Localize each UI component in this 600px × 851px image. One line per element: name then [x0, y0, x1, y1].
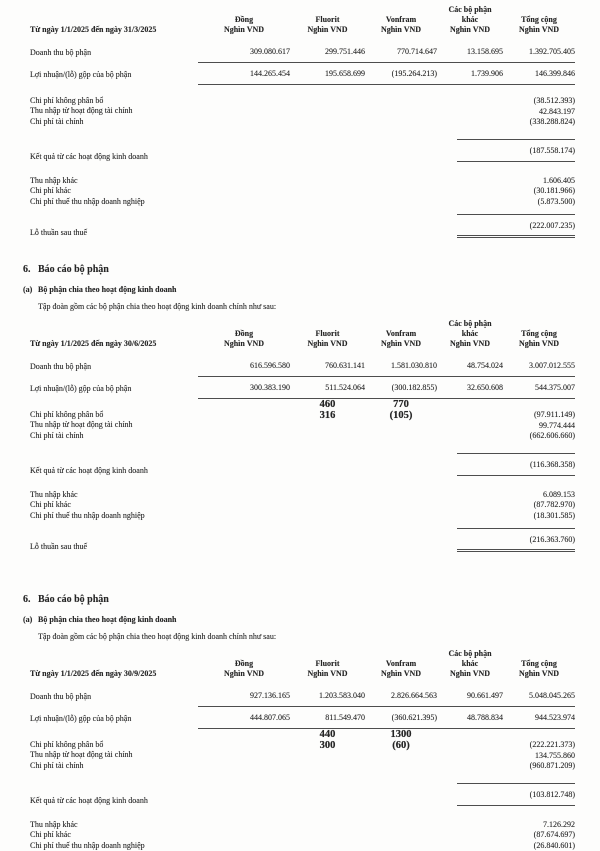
row-label: Chi phí khác [30, 500, 198, 511]
value-cell: (222.007.235) [457, 214, 575, 238]
col-header-dong: Đồng Nghìn VND [198, 5, 290, 40]
value-cell: 300.383.190 [198, 377, 290, 399]
value-cell: (300.182.855) [365, 377, 437, 399]
annotation-vonfram: 1300 (60) [365, 729, 437, 776]
subsection-title: Bộ phận chia theo hoạt động kinh doanh [38, 615, 177, 625]
table-header-row [30, 319, 575, 354]
value-cell: 134.755.860 [503, 751, 575, 762]
col-header-vonfram: Vonfram Nghìn VND [365, 5, 437, 40]
row-label: Doanh thu bộ phận [30, 40, 198, 63]
row-label: Chi phí khác [30, 830, 198, 841]
row-label: Chi phí tài chính [30, 117, 198, 128]
row-label: Thu nhập khác [30, 820, 198, 831]
row-label: Chi phí không phân bổ [30, 96, 198, 107]
value-cell: 32.650.608 [437, 377, 503, 399]
row-label: Thu nhập khác [30, 490, 198, 501]
row-label: Lợi nhuận/(lỗ) gộp của bộ phận [30, 707, 198, 729]
value-cell: (360.621.395) [365, 707, 437, 729]
col-header-vonfram: Vonfram Nghìn VND [365, 319, 437, 354]
row-label: Chi phí thuế thu nhập doanh nghiệp [30, 841, 198, 851]
value-cell: 511.524.064 [290, 377, 365, 399]
value-cell: (662.606.660) [503, 431, 575, 442]
row-unallocated-block [30, 85, 575, 132]
value-cell: 1.606.405 [198, 176, 575, 187]
row-label: Thu nhập khác [30, 176, 198, 187]
annotation-vonfram: 770 (105) [365, 399, 437, 446]
row-gross-profit [30, 63, 575, 85]
value-cell: (338.288.824) [503, 117, 575, 128]
value-cell: 444.807.065 [198, 707, 290, 729]
segment-table-9m [30, 649, 575, 851]
value-cell: (195.264.213) [365, 63, 437, 85]
subsection-number: (a) [23, 615, 38, 625]
value-cell: (26.840.601) [198, 841, 575, 851]
value-cell: (5.873.500) [198, 197, 575, 208]
row-label: Thu nhập từ hoạt động tài chính [30, 106, 198, 117]
row-label: Chi phí thuế thu nhập doanh nghiệp [30, 197, 198, 208]
value-cell: 770.714.647 [365, 40, 437, 63]
value-cell: 1.581.030.810 [365, 354, 437, 377]
row-other-block [30, 162, 575, 208]
row-label: Chi phí thuế thu nhập doanh nghiệp [30, 511, 198, 522]
row-revenue [30, 684, 575, 707]
annotation-fluorit: 440 300 [290, 729, 365, 776]
row-operating-result [30, 132, 575, 162]
value-cell: 13.158.695 [437, 40, 503, 63]
row-label: Lỗ thuần sau thuế [30, 207, 198, 238]
col-header-tong: Tổng cộng Nghìn VND [503, 319, 575, 354]
table-header-row [30, 649, 575, 684]
subsection-number: (a) [23, 285, 38, 295]
value-cell: 616.596.580 [198, 354, 290, 377]
value-cell: 1.739.906 [437, 63, 503, 85]
section-title: Báo cáo bộ phận [38, 264, 109, 276]
value-cell: (30.181.966) [198, 186, 575, 197]
value-cell: 760.631.141 [290, 354, 365, 377]
col-header-fluorit: Fluorit Nghìn VND [290, 5, 365, 40]
value-cell: (222.221.373) [503, 740, 575, 751]
row-label: Doanh thu bộ phận [30, 684, 198, 707]
intro-text: Tập đoàn gồm các bộ phận chia theo hoạt động kinh doanh chính như sau: [38, 632, 276, 642]
period-label: Từ ngày 1/1/2025 đến ngày 31/3/2025 [30, 5, 198, 40]
value-cell: 195.658.699 [290, 63, 365, 85]
table-header-row [30, 5, 575, 40]
value-cell: 309.080.617 [198, 40, 290, 63]
row-label: Doanh thu bộ phận [30, 354, 198, 377]
row-operating-result [30, 446, 575, 476]
period-label: Từ ngày 1/1/2025 đến ngày 30/6/2025 [30, 319, 198, 354]
row-gross-profit [30, 377, 575, 399]
row-label: Lợi nhuận/(lỗ) gộp của bộ phận [30, 63, 198, 85]
col-header-dong: Đồng Nghìn VND [198, 319, 290, 354]
col-header-vonfram: Vonfram Nghìn VND [365, 649, 437, 684]
segment-table-q1 [30, 5, 575, 238]
col-header-tong: Tổng cộng Nghìn VND [503, 649, 575, 684]
section-number: 6. [23, 594, 38, 606]
value-cell: 146.399.846 [503, 63, 575, 85]
row-operating-result [30, 776, 575, 806]
value-cell: (187.558.174) [457, 139, 575, 162]
row-label: Chi phí tài chính [30, 431, 198, 442]
row-other-block [30, 806, 575, 851]
row-label: Chi phí khác [30, 186, 198, 197]
subsection-title: Bộ phận chia theo hoạt động kinh doanh [38, 285, 177, 295]
value-cell: 944.523.974 [503, 707, 575, 729]
col-header-tong: Tổng cộng Nghìn VND [503, 5, 575, 40]
row-unallocated-block [30, 729, 575, 776]
value-cell: 1.203.583.040 [290, 684, 365, 707]
section-heading-9m [23, 594, 600, 642]
value-cell: 2.826.664.563 [365, 684, 437, 707]
row-label: Chi phí không phân bổ [30, 740, 198, 751]
row-label: Chi phí không phân bổ [30, 410, 198, 421]
value-cell: 42.843.197 [503, 107, 575, 118]
value-cell: (97.911.149) [503, 410, 575, 421]
row-unallocated-block [30, 399, 575, 446]
value-cell: (87.674.697) [198, 830, 575, 841]
annotation-fluorit: 460 316 [290, 399, 365, 446]
row-net-loss [30, 207, 575, 238]
value-cell: 48.788.834 [437, 707, 503, 729]
period-label: Từ ngày 1/1/2025 đến ngày 30/9/2025 [30, 649, 198, 684]
col-header-dong: Đồng Nghìn VND [198, 649, 290, 684]
value-cell: 7.126.292 [198, 820, 575, 831]
value-cell: 544.375.007 [503, 377, 575, 399]
row-label: Kết quả từ các hoạt động kinh doanh [30, 132, 198, 162]
row-revenue [30, 354, 575, 377]
row-gross-profit [30, 707, 575, 729]
col-header-fluorit: Fluorit Nghìn VND [290, 319, 365, 354]
value-cell: (38.512.393) [503, 96, 575, 107]
section-heading-h1 [23, 264, 600, 312]
value-cell: 5.048.045.265 [503, 684, 575, 707]
row-label: Kết quả từ các hoạt động kinh doanh [30, 776, 198, 806]
row-label: Chi phí tài chính [30, 761, 198, 772]
col-header-khac: Các bộ phận khác Nghìn VND [437, 5, 503, 40]
value-cell: (960.871.209) [503, 761, 575, 772]
row-label: Kết quả từ các hoạt động kinh doanh [30, 446, 198, 476]
value-cell: (18.301.585) [198, 511, 575, 522]
intro-text: Tập đoàn gồm các bộ phận chia theo hoạt động kinh doanh chính như sau: [38, 302, 276, 312]
col-header-khac: Các bộ phận khác Nghìn VND [437, 649, 503, 684]
value-cell: 99.774.444 [503, 421, 575, 432]
row-other-block [30, 476, 575, 522]
row-revenue [30, 40, 575, 63]
row-label: Lỗ thuần sau thuế [30, 521, 198, 552]
value-cell: 1.392.705.405 [503, 40, 575, 63]
value-cell: (216.363.760) [457, 528, 575, 552]
row-net-loss [30, 521, 575, 552]
section-title: Báo cáo bộ phận [38, 594, 109, 606]
value-cell: (87.782.970) [198, 500, 575, 511]
value-cell: (103.812.748) [457, 783, 575, 806]
value-cell: (116.368.358) [457, 453, 575, 476]
value-cell: 6.089.153 [198, 490, 575, 501]
row-label: Thu nhập từ hoạt động tài chính [30, 750, 198, 761]
row-label: Lợi nhuận/(lỗ) gộp của bộ phận [30, 377, 198, 399]
value-cell: 90.661.497 [437, 684, 503, 707]
value-cell: 48.754.024 [437, 354, 503, 377]
col-header-khac: Các bộ phận khác Nghìn VND [437, 319, 503, 354]
segment-table-h1 [30, 319, 575, 552]
value-cell: 299.751.446 [290, 40, 365, 63]
value-cell: 3.007.012.555 [503, 354, 575, 377]
value-cell: 927.136.165 [198, 684, 290, 707]
row-label: Thu nhập từ hoạt động tài chính [30, 420, 198, 431]
section-number: 6. [23, 264, 38, 276]
value-cell: 144.265.454 [198, 63, 290, 85]
value-cell: 811.549.470 [290, 707, 365, 729]
col-header-fluorit: Fluorit Nghìn VND [290, 649, 365, 684]
